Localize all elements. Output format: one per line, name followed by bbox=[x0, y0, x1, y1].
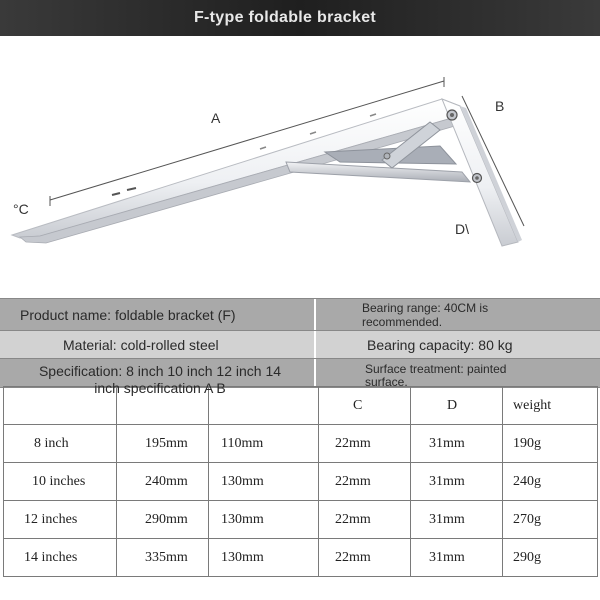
cell-c: 22mm bbox=[319, 425, 411, 463]
header-cell-weight: weight bbox=[503, 387, 598, 425]
cell-b: 130mm bbox=[209, 463, 319, 501]
page-title: F-type foldable bracket bbox=[193, 9, 377, 26]
bearing-range-text: Bearing range: 40CM is recommended. bbox=[362, 301, 489, 329]
dimension-label-c: °C bbox=[13, 201, 29, 217]
table-header-row bbox=[4, 387, 598, 425]
cell-b: 130mm bbox=[209, 501, 319, 539]
spec-row-material bbox=[0, 330, 600, 360]
dimension-label-d: D\ bbox=[455, 221, 469, 237]
table-row bbox=[4, 539, 598, 577]
table-row bbox=[4, 501, 598, 539]
surface-treatment-text: Surface treatment: painted surface. bbox=[365, 362, 507, 389]
cell-a: 195mm bbox=[117, 425, 209, 463]
header-cell-c: C bbox=[319, 387, 411, 425]
product-photo bbox=[0, 36, 600, 298]
cell-size: 8 inch bbox=[4, 425, 117, 463]
cell-size: 14 inches bbox=[4, 539, 117, 577]
spec-row-specification bbox=[0, 358, 600, 396]
header-cell-d: D bbox=[411, 387, 503, 425]
cell-d: 31mm bbox=[411, 425, 503, 463]
band-divider bbox=[314, 359, 316, 387]
product-name-text: Product name: foldable bracket (F) bbox=[20, 307, 236, 323]
cell-a: 290mm bbox=[117, 501, 209, 539]
cell-c: 22mm bbox=[319, 539, 411, 577]
cell-size: 12 inches bbox=[4, 501, 117, 539]
title-banner bbox=[0, 0, 600, 36]
cell-b: 110mm bbox=[209, 425, 319, 463]
cell-weight: 290g bbox=[503, 539, 598, 577]
bracket-illustration bbox=[0, 36, 600, 298]
cell-weight: 190g bbox=[503, 425, 598, 463]
dimension-table bbox=[3, 386, 598, 577]
cell-d: 31mm bbox=[411, 501, 503, 539]
bracket-brace bbox=[286, 162, 470, 182]
cell-d: 31mm bbox=[411, 463, 503, 501]
cell-c: 22mm bbox=[319, 501, 411, 539]
cell-weight: 270g bbox=[503, 501, 598, 539]
cell-d: 31mm bbox=[411, 539, 503, 577]
cell-c: 22mm bbox=[319, 463, 411, 501]
specification-text: Specification: 8 inch 10 inch 12 inch 14 inch specification A B bbox=[38, 363, 282, 396]
cell-a: 240mm bbox=[117, 463, 209, 501]
dimension-label-b: B bbox=[495, 98, 505, 114]
spec-row-product bbox=[0, 298, 600, 332]
cell-size: 10 inches bbox=[4, 463, 117, 501]
bearing-capacity-text: Bearing capacity: 80 kg bbox=[367, 337, 513, 353]
table-row bbox=[4, 425, 598, 463]
dimension-label-a: A bbox=[211, 110, 221, 126]
band-divider bbox=[314, 299, 316, 331]
band-divider bbox=[314, 331, 316, 359]
cell-a: 335mm bbox=[117, 539, 209, 577]
table-row bbox=[4, 463, 598, 501]
cell-weight: 240g bbox=[503, 463, 598, 501]
material-text: Material: cold-rolled steel bbox=[63, 337, 219, 353]
cell-b: 130mm bbox=[209, 539, 319, 577]
